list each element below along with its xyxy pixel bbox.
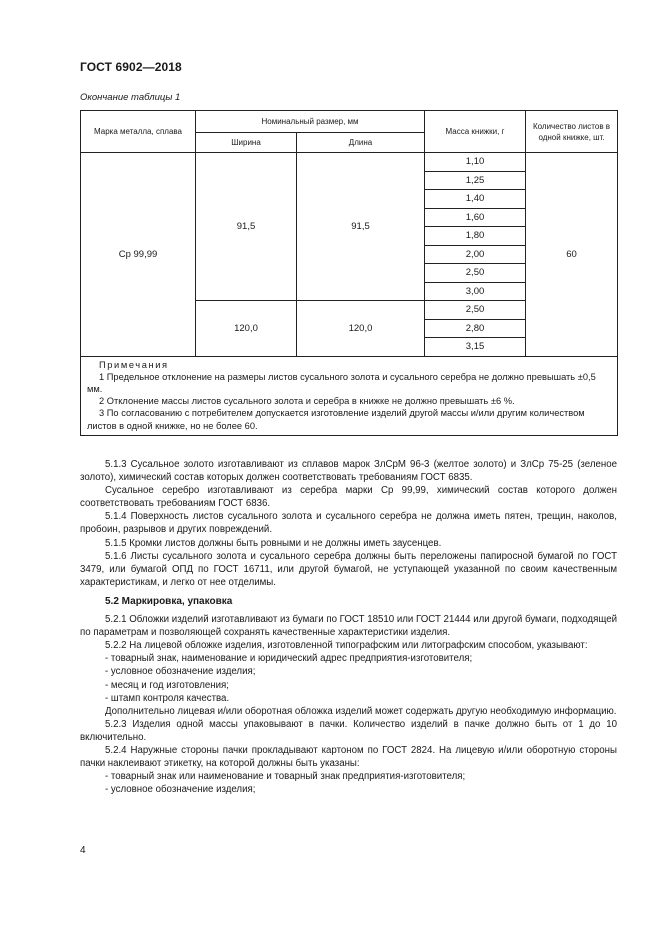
paragraph: 5.2.3 Изделия одной массы упаковывают в пачки. Количество изделий в пачке должно быть от 1 до 10 включительно.	[80, 718, 617, 743]
paragraph: 5.1.6 Листы сусального золота и сусального серебра должны быть переложены папиросной бумагой по ГОСТ 3479, или бумагой ОПД по ГОСТ 16711, или другой бумагой, не уступающей указанной по своим качественным характеристикам, и легко от нее отделимы.	[80, 550, 617, 588]
list-item: - условное обозначение изделия;	[105, 784, 256, 796]
grade-cell: Ср 99,99	[81, 153, 196, 357]
mass-cell: 2,80	[425, 319, 526, 338]
note-item: 2 Отклонение массы листов сусального золота и серебра в книжке не должно превышать ±6 %.	[99, 396, 515, 407]
list-item: - месяц и год изготовления;	[105, 679, 229, 691]
paragraph: 5.1.5 Кромки листов должны быть ровными и не должны иметь заусенцев.	[105, 537, 442, 549]
note-item: 3 По согласованию с потребителем допускается изготовление изделий другой массы и/или другим количеством листов в одной книжке, но не более 60.	[87, 408, 585, 431]
length-cell: 91,5	[297, 153, 425, 301]
list-item: - условное обозначение изделия;	[105, 666, 256, 678]
header-mass: Масса книжки, г	[425, 111, 526, 153]
mass-cell: 1,60	[425, 208, 526, 227]
list-item: - товарный знак или наименование и товарный знак предприятия-изготовителя;	[105, 771, 466, 783]
header-length: Длина	[297, 133, 425, 153]
paragraph: 5.1.4 Поверхность листов сусального золота и сусального серебра не должна иметь пятен, трещин, наколов, пробоин, разрывов и других повреждений.	[80, 511, 617, 536]
mass-cell: 2,00	[425, 245, 526, 264]
mass-cell: 1,25	[425, 171, 526, 190]
body-text	[80, 458, 617, 796]
table-notes	[81, 356, 618, 435]
specification-table	[80, 110, 618, 436]
header-width: Ширина	[196, 133, 297, 153]
header-grade: Марка металла, сплава	[81, 111, 196, 153]
note-item: 1 Предельное отклонение на размеры листов сусального золота и сусального серебра не должно превышать ±0,5 мм.	[87, 371, 596, 394]
mass-cell: 3,15	[425, 338, 526, 357]
page-number: 4	[80, 845, 86, 856]
mass-cell: 1,10	[425, 153, 526, 172]
paragraph: 5.1.3 Сусальное золото изготавливают из сплавов марок ЗлСрМ 96-3 (желтое золото) и ЗлСр 75-25 (зеленое золото), химический состав которых должен соответствовать требованиям ГОСТ 6835.	[80, 459, 617, 484]
mass-cell: 2,50	[425, 301, 526, 320]
document-header: ГОСТ 6902—2018	[80, 60, 182, 74]
list-item: - штамп контроля качества.	[105, 692, 230, 704]
quantity-cell: 60	[526, 153, 618, 357]
length-cell: 120,0	[297, 301, 425, 357]
section-heading: 5.2 Маркировка, упаковка	[105, 595, 233, 607]
paragraph: Сусальное серебро изготавливают из серебра марки Ср 99,99, химический состав которого должен соответствовать требованиям ГОСТ 6836.	[80, 485, 617, 510]
header-nominal-size: Номинальный размер, мм	[196, 111, 425, 133]
list-item: - товарный знак, наименование и юридический адрес предприятия-изготовителя;	[105, 653, 473, 665]
mass-cell: 2,50	[425, 264, 526, 283]
paragraph: 5.2.1 Обложки изделий изготавливают из бумаги по ГОСТ 18510 или ГОСТ 21444 или другой бумаги, подходящей по параметрам и позволяющей сохранять качественные характеристики изделия.	[80, 614, 617, 639]
paragraph: Дополнительно лицевая и/или оборотная обложка изделий может содержать другую необходимую информацию.	[105, 705, 617, 717]
paragraph: 5.2.4 Наружные стороны пачки прокладывают картоном по ГОСТ 2824. На лицевую и/или оборотную стороны пачки наклеивают этикетку, на которой должны быть указаны:	[80, 744, 617, 770]
mass-cell: 1,40	[425, 190, 526, 209]
width-cell: 120,0	[196, 301, 297, 357]
header-quantity: Количество листов в одной книжке, шт.	[526, 111, 618, 153]
paragraph: 5.2.2 На лицевой обложке изделия, изготовленной типографским или литографским способом, указывают:	[105, 640, 588, 652]
mass-cell: 3,00	[425, 282, 526, 301]
mass-cell: 1,80	[425, 227, 526, 246]
width-cell: 91,5	[196, 153, 297, 301]
notes-title: Примечания	[99, 359, 169, 370]
table-caption: Окончание таблицы 1	[80, 92, 181, 103]
